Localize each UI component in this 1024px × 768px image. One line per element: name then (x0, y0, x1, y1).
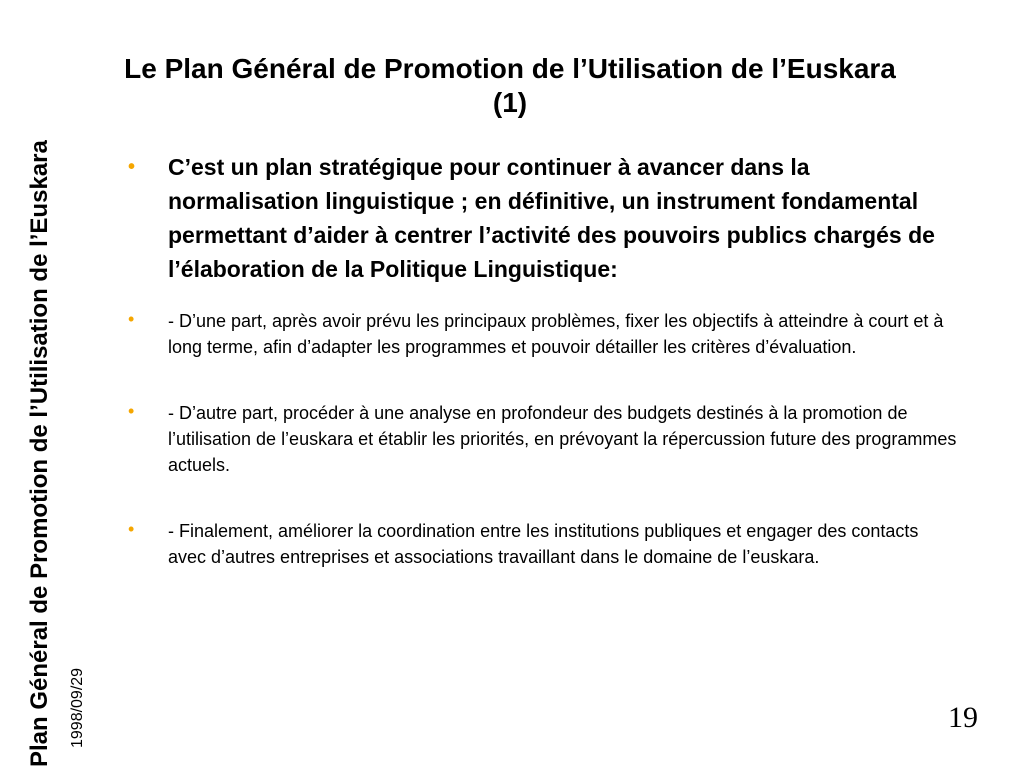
bullet-text: - D’une part, après avoir prévu les principaux problèmes, fixer les objectifs à atteindre à court et à long terme, afin d’adapter les programmes et pouvoir détailler les critères d’évaluation. (168, 311, 944, 357)
bullet-main (128, 150, 958, 286)
bullet-dot-icon: • (128, 309, 135, 329)
bullet-list (128, 150, 958, 610)
bullet-sub-2 (128, 400, 958, 478)
page-number: 19 (948, 701, 978, 734)
bullet-dot-icon: • (128, 156, 136, 178)
bullet-dot-icon: • (128, 519, 135, 539)
bullet-dot-icon: • (128, 401, 135, 421)
bullet-sub-3 (128, 518, 958, 570)
bullet-sub-1 (128, 308, 958, 360)
slide-title: Le Plan Général de Promotion de l’Utilisation de l’Euskara (1) (124, 53, 896, 118)
bullet-text: C’est un plan stratégique pour continuer à avancer dans la normalisation linguistique ; en définitive, un instrument fondamental permettant d’aider à centrer l’activité des pouvoirs publics chargés de l’élaboration de la Politique Linguistique: (168, 154, 935, 282)
side-title: Plan Général de Promotion de l’Utilisation de l’Euskara (26, 140, 53, 767)
side-date: 1998/09/29 (69, 667, 86, 748)
bullet-text: - Finalement, améliorer la coordination entre les institutions publiques et engager des contacts avec d’autres entreprises et associations travaillant dans le domaine de l’euskara. (168, 521, 919, 567)
bullet-text: - D’autre part, procéder à une analyse en profondeur des budgets destinés à la promotion de l’utilisation de l’euskara et établir les priorités, en prévoyant la répercussion future des programmes actuels. (168, 403, 957, 475)
